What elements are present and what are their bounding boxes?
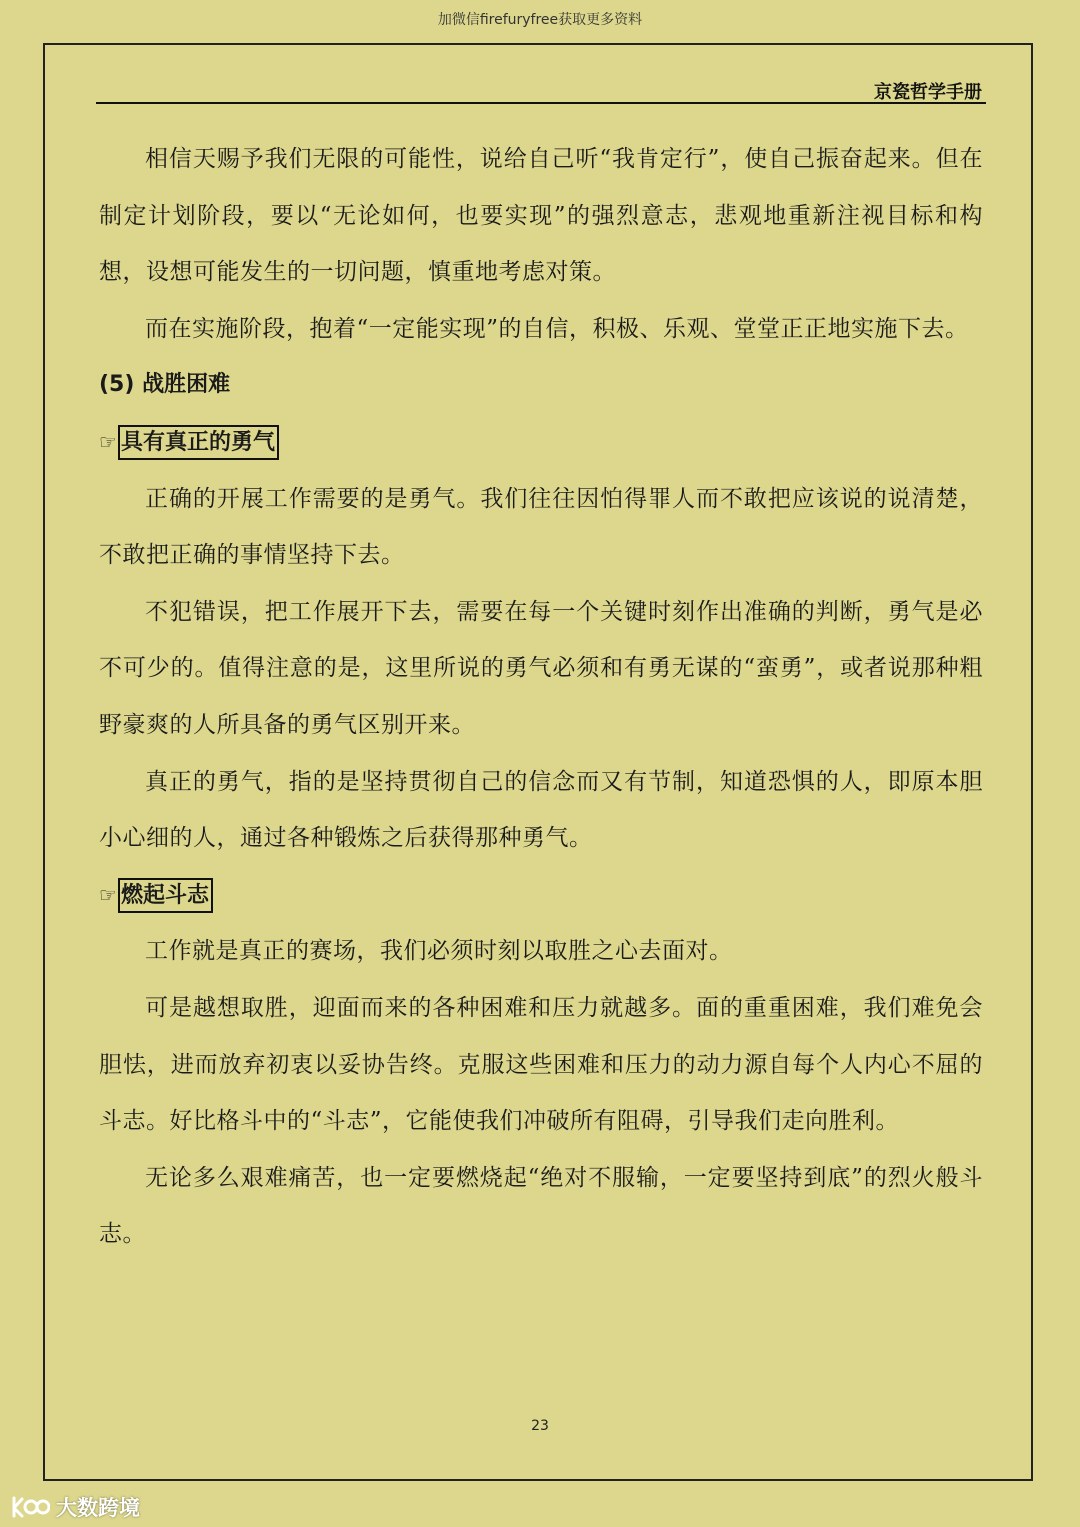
subheading-courage-title: 具有真正的勇气 [118, 425, 279, 460]
header-rule [96, 102, 986, 104]
subheading-courage [99, 414, 983, 471]
header-title: 京瓷哲学手册 [874, 82, 982, 103]
subheading-fighting-spirit-title: 燃起斗志 [118, 878, 213, 913]
pointing-hand-icon: ☞ [99, 883, 117, 908]
paragraph-3: 正确的开展工作需要的是勇气。我们往往因怕得罪人而不敢把应该说的说清楚，不敢把正确的事情坚持下去。 [99, 485, 983, 569]
subheading-fighting-spirit [99, 867, 983, 924]
paragraph-5: 真正的勇气，指的是坚持贯彻自己的信念而又有节制，知道恐惧的人，即原本胆小心细的人，通过各种锻炼之后获得那种勇气。 [99, 768, 983, 852]
paragraph-1: 相信天赐予我们无限的可能性，说给自己听“我肯定行”，使自己振奋起来。但在制定计划阶段，要以“无论如何，也要实现”的强烈意志，悲观地重新注视目标和构想，设想可能发生的一切问题，慎重地考虑对策。 [99, 146, 983, 286]
top-note: 加微信firefuryfree获取更多资料 [437, 12, 643, 28]
page-number: 23 [531, 1418, 549, 1434]
watermark [8, 1492, 140, 1522]
page-content [99, 131, 983, 1263]
paragraph-6: 工作就是真正的赛场，我们必须时刻以取胜之心去面对。 [145, 938, 733, 965]
watermark-logo-icon [8, 1494, 50, 1520]
paragraph-2: 而在实施阶段，抱着“一定能实现”的自信，积极、乐观、堂堂正正地实施下去。 [145, 315, 969, 342]
paragraph-4: 不犯错误，把工作展开下去，需要在每一个关键时刻作出准确的判断，勇气是必不可少的。值得注意的是，这里所说的勇气必须和有勇无谋的“蛮勇”，或者说那种粗野豪爽的人所具备的勇气区别开来。 [99, 598, 983, 738]
paragraph-8: 无论多么艰难痛苦，也一定要燃烧起“绝对不服输，一定要坚持到底”的烈火般斗志。 [99, 1164, 983, 1248]
watermark-text: 大数跨境 [56, 1496, 140, 1520]
section-heading: (5) 战胜困难 [99, 372, 231, 398]
pointing-hand-icon: ☞ [99, 430, 117, 455]
paragraph-7: 可是越想取胜，迎面而来的各种困难和压力就越多。面的重重困难，我们难免会胆怯，进而放弃初衷以妥协告终。克服这些困难和压力的动力源自每个人内心不屈的斗志。好比格斗中的“斗志”，它能使我们冲破所有阻碍，引导我们走向胜利。 [99, 994, 983, 1135]
